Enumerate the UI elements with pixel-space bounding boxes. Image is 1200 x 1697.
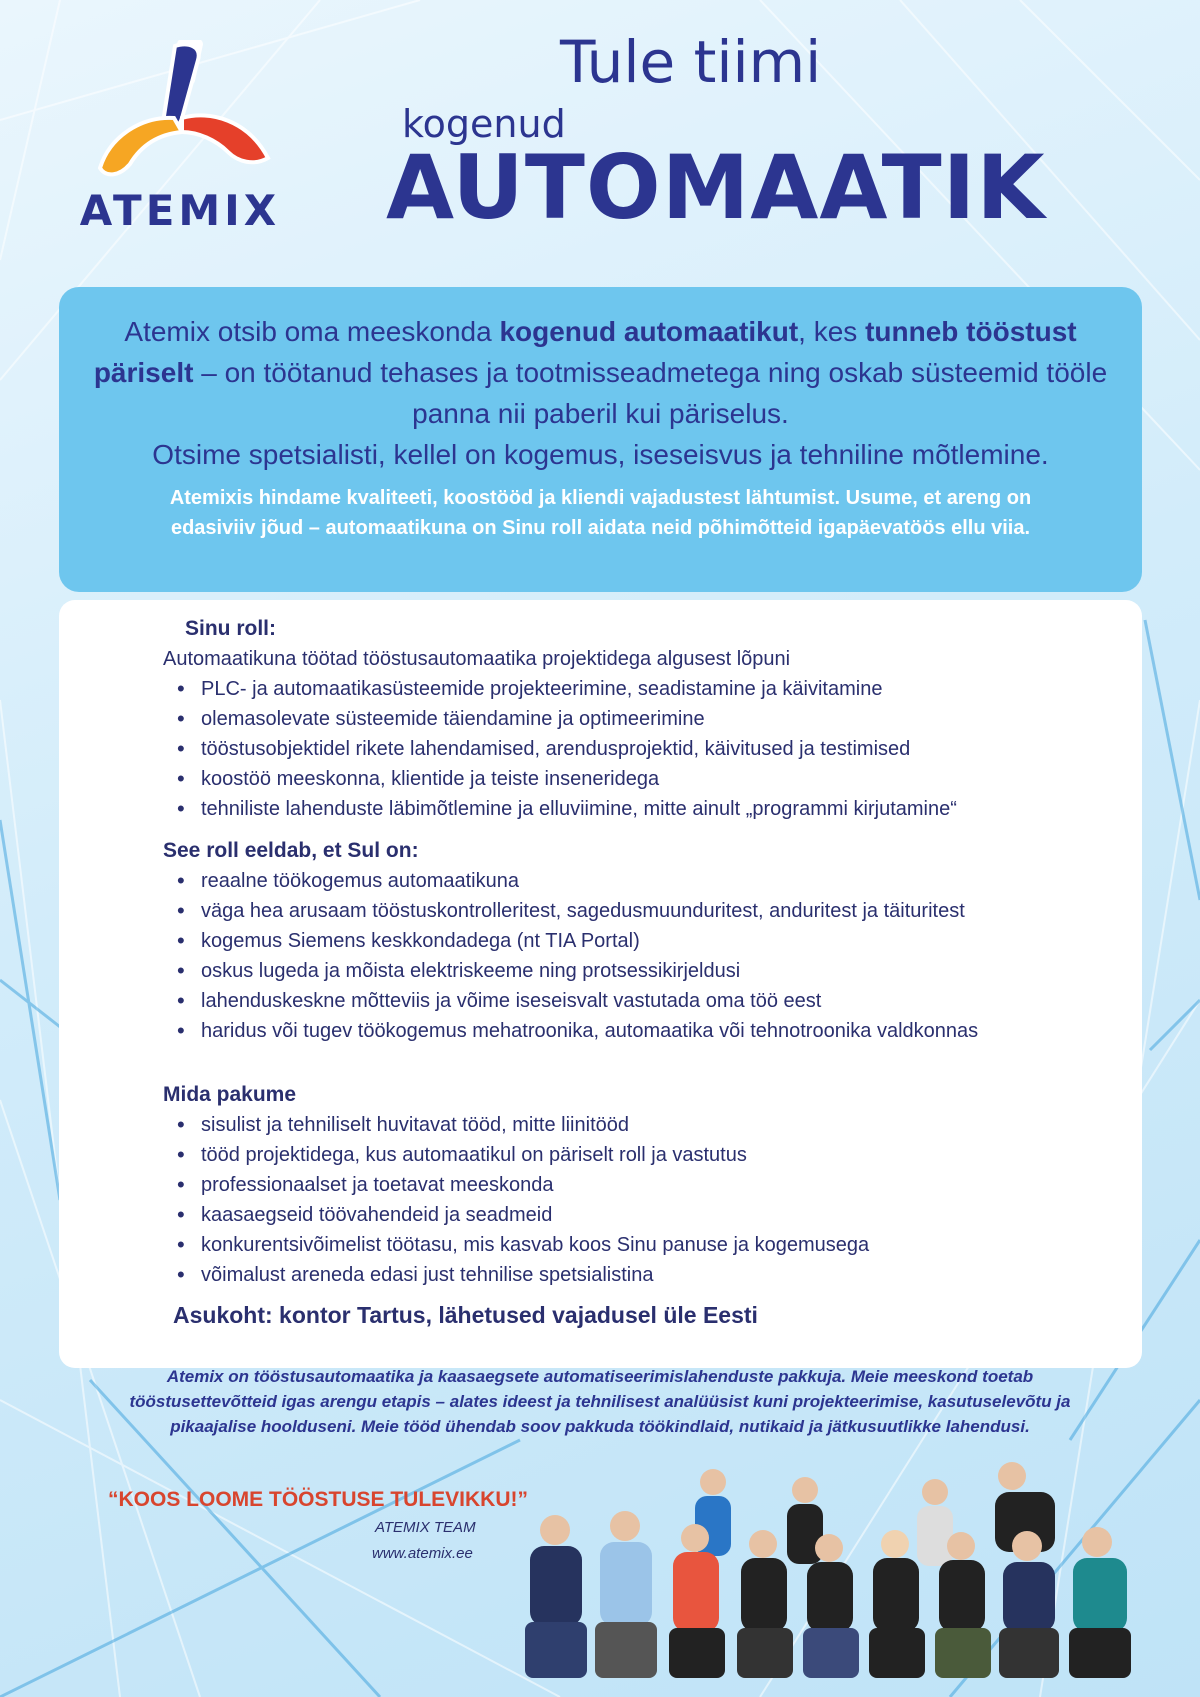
requirements-list (163, 866, 1082, 1046)
offer-title: Mida pakume (163, 1083, 297, 1106)
job-title: AUTOMAATIK (386, 136, 1046, 239)
list-item: • oskus lugeda ja mõista elektriskeeme ning protsessikirjeldusi (201, 956, 1082, 986)
company-description: Atemix on tööstusautomaatika ja kaasaegsete automatiseerimislahenduste pakkuja. Meie meeskond toetab tööstusettevõtteid igas arengu etapis – alates ideest ja tehnilisest analüüsist kuni projekteerimise, kasutuselevõtu ja pikaajalise hoolduseni. Meie tööd ühendab soov pakkuda töökindlaid, nutikaid ja jätkusuutlikke lahendusi. (129, 1367, 1071, 1436)
intro-text-a: Atemix otsib oma meeskonda (124, 316, 500, 347)
atemix-logo (60, 40, 300, 235)
website-link[interactable]: www.atemix.ee (372, 1545, 473, 1562)
list-item: • PLC- ja automaatikasüsteemide projekteerimine, seadistamine ja käivitamine (201, 674, 1082, 704)
atemix-logo-mark-icon (70, 40, 290, 190)
list-item: • haridus või tugev töökogemus mehatroonika, automaatika või tehnotroonika valdkonnas (201, 1016, 1082, 1046)
list-item: • olemasolevate süsteemide täiendamine ja optimeerimine (201, 704, 1082, 734)
role-list (163, 674, 1082, 824)
role-intro: Automaatikuna töötad tööstusautomaatika projektidega algusest lõpuni (163, 648, 791, 670)
list-item: • professionaalset ja toetavat meeskonda (201, 1170, 1082, 1200)
list-item: • kaasaegseid töövahendeid ja seadmeid (201, 1200, 1082, 1230)
intro-text-d: tunneb tööstust päriselt (93, 316, 1077, 388)
team-members (525, 1462, 1131, 1678)
content-card (59, 600, 1142, 1368)
list-item: • sisulist ja tehniliselt huvitavat tööd, mitte liinitööd (201, 1110, 1082, 1140)
intro-box (59, 287, 1142, 592)
offer-list (163, 1110, 1082, 1290)
list-item: • reaalne töökogemus automaatikuna (201, 866, 1082, 896)
intro-values: Atemixis hindame kvaliteeti, koostööd ja kliendi vajadustest lähtumist. Usume, et areng on edasiviiv jõud – automaatikuna on Sinu roll aidata neid põhimõtteid igapäevatöös ellu viia. (169, 487, 1032, 539)
intro-text-e: – on töötanud tehases ja tootmisseadmetega ning oskab süsteemid tööle panna nii paberil kui päriselus. (193, 357, 1108, 429)
role-title: Sinu roll: (185, 617, 276, 640)
logo-wordmark: ATEMIX (79, 186, 281, 235)
headline-line-1: Tule tiimi (560, 28, 822, 96)
requirements-title: See roll eeldab, et Sul on: (163, 839, 419, 862)
intro-paragraph (87, 311, 1114, 434)
intro-text-b: kogenud automaatikut (499, 316, 799, 347)
intro-text-c: , kes (798, 316, 866, 347)
team-signature: ATEMIX TEAM (375, 1519, 476, 1536)
list-item: • võimalust areneda edasi just tehnilise spetsialistina (201, 1260, 1082, 1290)
list-item: • tööstusobjektidel rikete lahendamised, arendusprojektid, käivitused ja testimised (201, 734, 1082, 764)
list-item: • lahenduskeskne mõtteviis ja võime iseseisvalt vastutada oma töö eest (201, 986, 1082, 1016)
team-photo (485, 1462, 1165, 1697)
list-item: • tööd projektidega, kus automaatikul on päriselt roll ja vastutus (201, 1140, 1082, 1170)
list-item: • tehniliste lahenduste läbimõtlemine ja elluviimine, mitte ainult „programmi kirjutamine“ (201, 794, 1082, 824)
list-item: • kogemus Siemens keskkondadega (nt TIA Portal) (201, 926, 1082, 956)
intro-seeking: Otsime spetsialisti, kellel on kogemus, iseseisvus ja tehniline mõtlemine. (152, 439, 1049, 470)
location: Asukoht: kontor Tartus, lähetused vajadusel üle Eesti (173, 1302, 758, 1328)
slogan: “KOOS LOOME TÖÖSTUSE TULEVIKKU!” (108, 1488, 529, 1511)
list-item: • konkurentsivõimelist töötasu, mis kasvab koos Sinu panuse ja kogemusega (201, 1230, 1082, 1260)
headline-line-2: kogenud (402, 102, 566, 146)
list-item: • väga hea arusaam tööstuskontrolleritest, sagedusmuunduritest, anduritest ja täituritest (201, 896, 1082, 926)
list-item: • koostöö meeskonna, klientide ja teiste inseneridega (201, 764, 1082, 794)
